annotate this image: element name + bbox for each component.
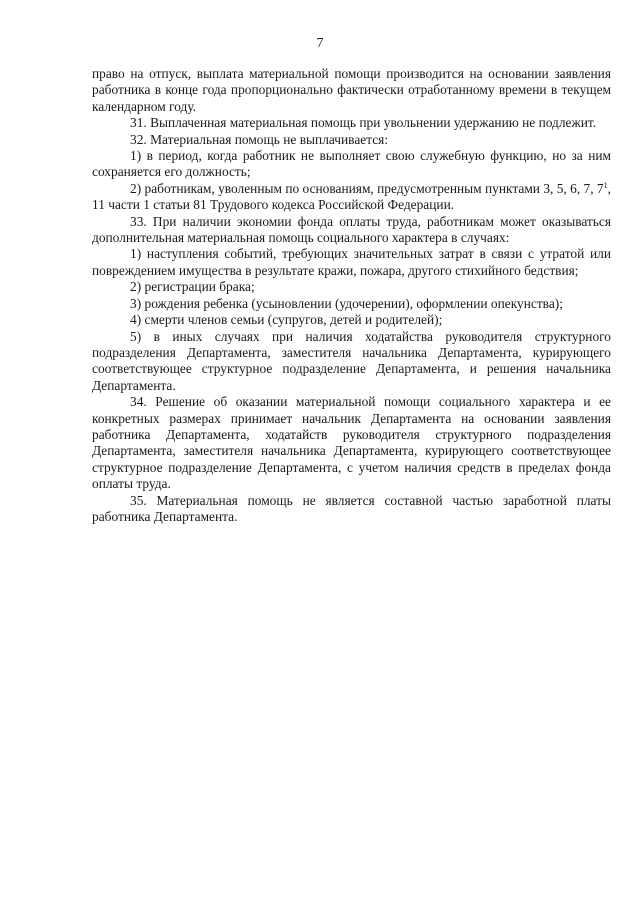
paragraph-33: 33. При наличии экономии фонда оплаты труда, работникам может оказываться дополнительная материальная помощь социального характера в случаях:	[92, 213, 611, 246]
paragraph-34: 34. Решение об оказании материальной помощи социального характера и ее конкретных размерах принимает начальник Департамента на основании заявления работника Департамента, ходатайств руководителя структурного подразделения Департамента, заместителя начальника Департамента, курирующего соответствующее структурное подразделение Департамента, с учетом наличия средств в пределах фонда оплаты труда.	[92, 394, 611, 492]
paragraph-33-item-4: 4) смерти членов семьи (супругов, детей и родителей);	[130, 312, 443, 328]
item-2-articles: 7, 7	[583, 180, 604, 196]
document-body	[92, 66, 611, 525]
paragraph-30-continuation: право на отпуск, выплата материальной помощи производится на основании заявления работника в конце года пропорционально фактически отработанному времени в текущем календарном году.	[92, 66, 611, 114]
paragraph-32: 32. Материальная помощь не выплачивается:	[130, 131, 389, 147]
paragraph-32-item-2	[92, 181, 611, 214]
paragraph-33-item-3: 3) рождения ребенка (усыновлении (удочерении), оформлении опекунства);	[130, 295, 563, 311]
paragraph-32-item-1: 1) в период, когда работник не выполняет свою служебную функцию, но за ним сохраняется его должность;	[92, 148, 611, 180]
paragraph-35: 35. Материальная помощь не является составной частью заработной платы работника Департамента.	[92, 492, 611, 524]
item-2-tail: , 11 части 1 статьи 81 Трудового кодекса Российской Федерации.	[92, 180, 611, 213]
superscript-1: 1	[603, 180, 608, 190]
paragraph-33-item-2: 2) регистрации брака;	[130, 279, 255, 295]
paragraph-33-item-5: 5) в иных случаях при наличия ходатайства руководителя структурного подразделения Департамента, заместителя начальника Департамента, курирующего соответствующее структурное подразделение Департамента, и решения начальника Департамента.	[92, 328, 611, 393]
page-number: 7	[316, 36, 324, 51]
paragraph-31: 31. Выплаченная материальная помощь при увольнении удержанию не подлежит.	[130, 115, 597, 131]
item-2-text: 2) работникам, уволенным по основаниям, предусмотренным пунктами 3, 5, 6,	[130, 180, 581, 196]
paragraph-33-item-1: 1) наступления событий, требующих значительных затрат в связи с утратой или повреждением имущества в результате кражи, пожара, другого стихийного бедствия;	[92, 246, 611, 278]
